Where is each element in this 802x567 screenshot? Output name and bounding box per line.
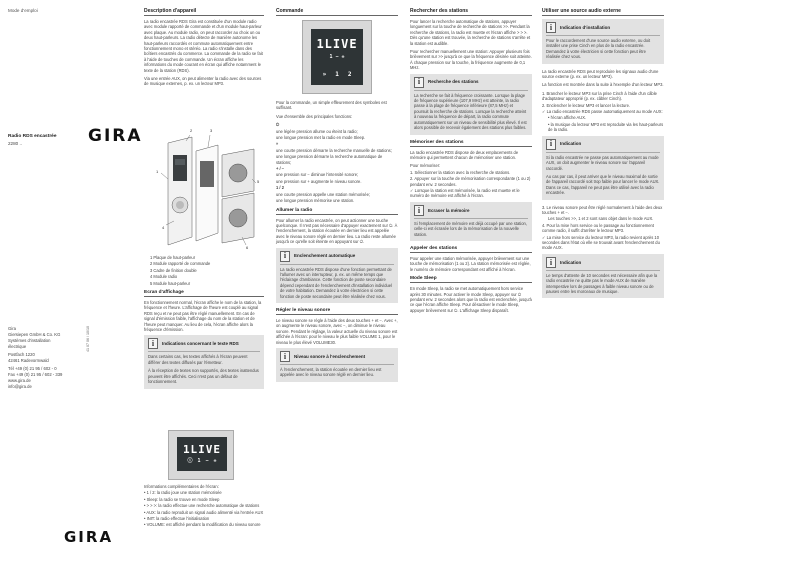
minus-icon: −: [205, 458, 209, 464]
startup-volume-text: À l'enclenchement, la station écoutée en dernier lieu est appelée avec le niveau sonore réglé en dernier lieu.: [280, 367, 382, 378]
auto-on-text: La radio encastrée RDS dispose d'une fonction permettant de l'allumer avec un interrupteur, p. ex. un même temps que l'éclairage d'ambiance. Cette fonction de poste secondaire dépend cependant de l'enclenchement d'installation individuel de votre habitation. Demandez à votre électricien si cette fonction de poste secondaire peut être réalisée chez vous.: [280, 266, 392, 299]
overwrite-title: Ecraser la mémoire: [428, 207, 470, 213]
callout-number: 3: [210, 128, 213, 133]
install-note-box: [542, 19, 664, 64]
search-note-text: La recherche se fait à fréquence croissante. Lorsque la plage de fréquence supérieure (107,9 MHz) est atteinte, la radio passe à la plage de fréquence inférieure (87,5 MHz) et poursuit la recherche de stations. Lorsque la recherche atteint à nouveau la fréquence de départ, la radio commute automatiquement sur un niveau de sensibilité plus élevé. Il est alors possible de recevoir également des stations plus faibles.: [414, 92, 527, 131]
search-heading: Rechercher des stations: [410, 8, 469, 14]
volume-heading: Régler le niveau sonore: [276, 307, 331, 313]
memory-icon: 1: [197, 458, 201, 464]
step-item: Les touches >>, 1 et 2 sont sans objet dans le mode AUX.: [548, 216, 654, 222]
divider: [542, 15, 664, 16]
function-text: une pression sur + augmente le niveau sonore.: [276, 178, 362, 184]
doc-type-label: Mode d'emploi: [8, 8, 38, 13]
legend-item: 3 Cadre de finition double: [150, 267, 197, 273]
product-name: Radio RDS encastrée: [8, 134, 57, 139]
screen-text: En fonctionnement normal, l'écran affiche le nom de la station, la fréquence et l'heure. L'affichage de l'heure est couplé au signal RDS reçu et ne peut pas être réglé manuellement. En cas de signal d'émission faible, l'affichage du nom de la station et de l'heure peut manquer. Au lieu de cela, l'écran affiche alors la fréquence d'émission.: [144, 300, 262, 333]
callout-number: 4: [162, 225, 165, 230]
key-row: [323, 72, 352, 77]
install-note-text: Pour le raccordement d'une source audio externe, ou doit installer une prise Cinch en plus de la radio encastrée. Demandez à votre électricien si cette fonction peut être réalisée chez vous.: [546, 38, 651, 60]
plus-icon: +: [213, 458, 217, 464]
lcd-station-text: 1LIVE: [182, 443, 222, 456]
rds-note-title: Indications concernant le texte RDS: [162, 341, 239, 347]
callout-number: 5: [257, 179, 260, 184]
address-line: Postfach 1220: [8, 352, 35, 357]
step-item: • l'écran affiche AUX.: [548, 115, 587, 121]
info-icon: i: [280, 251, 290, 262]
exploded-device-diagram: [156, 128, 261, 253]
address-line: Giersiepen GmbH & Co. KG: [8, 332, 61, 337]
step-item: ✓ La mise hors service du lecteur MP3, la radio revient après 10 secondes dans l'état où elle se trouvait avant l'enclenchement du mode AUX.: [542, 234, 660, 251]
info-icon: i: [414, 205, 424, 216]
legend-item: 5 Module haut-parleur: [150, 280, 191, 286]
search-note-box: [410, 74, 532, 135]
auto-on-box: [276, 248, 398, 303]
step-item: 1. Brancher le lecteur MP3 sur la prise Cinch à l'aide d'un câble d'adaptateur approprié (p. ex. câbler Cinch).: [542, 90, 657, 102]
divider: [276, 314, 398, 315]
extra-info-item: • AUX: la radio reproduit un signal audio alimenté via l'entrée AUX: [144, 509, 264, 515]
info-icon: i: [546, 22, 556, 33]
legend-item: 4 Module radio: [150, 274, 178, 280]
recall-text: Pour appeler une station mémorisée, appuyer brièvement sur une touche de mémorisation (1 ou 2). La station mémorisée est réglée, le numéro de mémoire correspondant est affiché à l'écran.: [410, 255, 531, 272]
extra-info-item: • VOLUME: est affiché pendant la modification du niveau sonore: [144, 522, 261, 528]
lcd-screen: [177, 437, 227, 471]
step-item: 3. Le niveau sonore peut être réglé normalement à l'aide des deux touches + et −.: [542, 204, 663, 215]
extra-info-item: • 1 / 2: la radio joue une station mémorisée: [144, 490, 222, 496]
lcd-station-text: 1LIVE: [316, 37, 358, 51]
screen-heading: Ecran d'affichage: [144, 290, 184, 296]
email-link[interactable]: info@gira.de: [8, 384, 32, 389]
document-code: 41 07 06 / 10/10: [86, 326, 90, 352]
divider: [410, 252, 532, 253]
external-steps: [542, 91, 664, 133]
divider: [144, 15, 264, 16]
function-symbol: ⏻: [276, 122, 280, 128]
control-panel-illustration: [302, 20, 372, 94]
step-item: 2. Appuyer sur la touche de mémorisation correspondante (1 ou 2) pendant env. 2 secondes.: [410, 176, 531, 187]
function-text: une longue pression mémorise une station.: [276, 198, 355, 204]
lcd-sub-row: 1 − +: [329, 54, 345, 60]
divider: [144, 296, 264, 297]
search-text: Pour lancer la recherche automatique de stations, appuyer longuement sur la touche de recherche de stations >>. Pendant la recherche de stations, la radio est muette et l'écran affiche > > >. Dès qu'une station est trouvée, la recherche de stations s'arrête et la station est audible.: [410, 19, 531, 46]
callout-number: 2: [190, 128, 193, 133]
address-line: Fax +49 (0) 21 95 / 602 - 339: [8, 372, 63, 377]
lcd-icon-row: [187, 458, 216, 465]
function-text: une longue pression démarre la recherche automatique de stations;: [276, 154, 383, 165]
startup-volume-title: Niveau sonore à l'enclenchement: [294, 353, 366, 359]
aux-note-box: [542, 136, 664, 200]
startup-volume-box: [276, 348, 398, 382]
description-heading: Description d'appareil: [144, 8, 197, 14]
display-illustration: [168, 430, 234, 480]
wait-note-title: Indication: [560, 259, 582, 265]
external-heading: Utiliser une source audio externe: [542, 8, 621, 14]
rds-note-text: À la réception de textes non supportés, des textes inattendus peuvent être affichés. Ceci n'est pas un défaut de fonctionnement.: [148, 368, 259, 385]
extra-info-title: Informations complémentaires de l'écran:: [144, 484, 219, 489]
callout-number: 6: [246, 245, 249, 250]
step-item: ✓ Lorsque la station est mémorisée, la radio est muette et le numéro de mémoire est affiché à l'écran.: [410, 187, 520, 199]
address-line: Gira: [8, 326, 16, 331]
overwrite-text: Si l'emplacement de mémoire est déjà occupé par une station, celle-ci est écrasée lors de la mémorisation de la nouvelle station.: [414, 220, 527, 237]
divider: [276, 214, 398, 215]
device-illustration: [156, 133, 261, 253]
memorize-text: La radio encastrée RDS dispose de deux emplacements de mémoire qui permettent chacun de mémoriser une station.: [410, 149, 519, 160]
memorize-intro: Pour mémoriser:: [410, 163, 441, 169]
function-text: une pression sur − diminue l'intensité sonore;: [276, 172, 359, 178]
step-item: 2. Enclencher le lecteur MP3 et lancer la lecture.: [542, 102, 631, 108]
divider: [276, 15, 398, 16]
wait-note-text: Le temps d'attente de 10 secondes est nécessaire afin que la radio encastrée ne quitte pas le mode AUX de manière intempestive lors de passages à faible niveau sonore ou de pauses entre les morceaux de musique.: [546, 272, 658, 294]
extra-info-item: • > > >: la radio effectue une recherche automatique de stations: [144, 503, 260, 509]
cover-column: [8, 8, 113, 558]
extra-info-item: • Sleep: la radio se trouve en mode Sleep: [144, 496, 220, 502]
aux-note-text: Si la radio encastrée ne passe pas automatiquement au mode AUX, on doit augmenter le niveau sonore sur l'appareil raccordé.: [546, 154, 659, 171]
divider: [410, 146, 532, 147]
column-operation: [276, 8, 398, 387]
function-list: [276, 122, 398, 203]
memory-2-key[interactable]: 2: [347, 71, 352, 79]
sleep-heading: Mode Sleep: [410, 276, 437, 282]
step-item: 4. Pour la mise hors service ou le passage au fonctionnement comme radio, il suffit d'arrêter le lecteur MP3.: [542, 222, 654, 234]
info-icon: i: [546, 139, 556, 150]
operation-intro-2: Vue d'ensemble des principales fonctions:: [276, 113, 353, 119]
address-line: 42461 Radevormwald: [8, 358, 49, 363]
function-text: une courte pression appelle une station mémorisée;: [276, 191, 370, 197]
extra-info-list: [144, 490, 264, 527]
gira-logo-bottom: GIRA: [64, 528, 114, 546]
memory-1-key[interactable]: 1: [335, 71, 339, 79]
memorize-steps: [410, 170, 532, 199]
gira-logo-top: GIRA: [88, 126, 143, 146]
address-line: Systèmes d'installation: [8, 338, 51, 343]
column-description: [64, 8, 264, 558]
function-symbol: »: [276, 141, 279, 147]
external-steps-2: [542, 205, 664, 251]
callout-number: 1: [156, 169, 159, 174]
external-text: La radio encastrée RDS peut reproduire les signaux audio d'une source externe (p. ex. un lecteur MP3).: [542, 68, 659, 80]
column-external-source: [542, 8, 664, 303]
auto-on-title: Enclenchement automatique: [294, 253, 356, 259]
extra-info-item: • INIT: la radio effectue l'initialisation: [144, 516, 210, 522]
description-text: La radio encastrée RDS Gira est constituée d'un module radio avec module rapporté de commande et d'un module haut-parleur avec plaque. Au module radio, on peut raccorder au choix un ou deux haut-parleurs. La radio détecte de manière autonome les haut-parleurs raccordés et commute automatiquement entre fonctionnement mono et stéréo. La radio s'installe dans des boîtiers encastrés du commerce. La commande de la radio se fait à l'aide de touches de commande. Un écran affiche les informations du mode courant en écran qui affiche notamment le texte de la station (RDS).: [144, 19, 263, 73]
function-symbol: 1 / 2: [276, 185, 284, 191]
website-link[interactable]: www.gira.de: [8, 378, 31, 383]
info-icon: i: [414, 77, 424, 88]
rds-note-text: Dans certains cas, les textes affichés à l'écran peuvent différer des textes diffusés par l'émetteur.: [148, 354, 248, 365]
aux-note-title: Indication: [560, 141, 582, 147]
search-key[interactable]: »: [322, 71, 327, 79]
power-on-heading: Allumer la radio: [276, 207, 313, 213]
manual-search-text: Pour rechercher manuellement une station: Appuyer plusieurs fois brièvement sur >> jusqu'à ce que la fréquence désirée soit atteinte. À chaque pression sur la touche, la fréquence augmente de 0,1 MHz.: [410, 49, 532, 71]
company-address: [8, 326, 62, 390]
install-note-title: Indication d'installation: [560, 24, 611, 30]
operation-intro: Pour la commande, un simple effleurement des symboles est suffisant.: [276, 100, 387, 111]
lcd-screen: [311, 29, 363, 85]
wait-note-box: [542, 254, 664, 299]
divider: [410, 15, 532, 16]
recall-heading: Appeler des stations: [410, 245, 458, 251]
legend-item: 2 Module rapporté de commande: [150, 261, 211, 267]
power-on-text: Pour allumer la radio encastrée, on peut actionner une touche quelconque. Il n'est pas nécessaire d'appuyer exactement sur ⏻. À l'enclenchement, la station écoutée en dernier lieu est appelée avec le niveau sonore réglé en dernier lieu. La radio reste allumée jusqu'à ce qu'elle soit éteinte en appuyant sur ⏻.: [276, 217, 398, 245]
aux-note-text: Au cas par cas, il peut arriver que le niveau maximal de sortie de l'appareil raccordé soit trop faible pour lancer le mode AUX. Dans ce cas, l'appareil ne peut pas être utilisé avec la radio encastrée.: [546, 173, 660, 196]
info-icon: i: [280, 351, 290, 362]
search-note-title: Recherche des stations: [428, 79, 479, 85]
legend-item: 1 Plaque de haut-parleur: [150, 255, 196, 260]
info-icon: i: [546, 257, 556, 268]
column-stations: [410, 8, 532, 316]
step-item: ✓ La radio encastrée RDS passe automatiquement au mode AUX:: [542, 109, 663, 115]
memorize-heading: Mémoriser des stations: [410, 139, 464, 145]
function-symbol: + / −: [276, 166, 285, 172]
divider: [410, 282, 532, 283]
address-line: Tél +49 (0) 21 95 / 602 - 0: [8, 366, 57, 371]
sleep-text: En mode Sleep, la radio se met automatiquement hors service après 30 minutes. Pour activer le mode Sleep, appuyer sur ⏻ pendant env. 2 secondes alors que la radio est enclenchée, jusqu'à ce que l'écran affiche Sleep. Pour désactiver le mode Sleep, appuyer brièvement sur ⏻. L'affichage Sleep disparaît.: [410, 286, 532, 313]
volume-text: Le niveau sonore se règle à l'aide des deux touches + et −. Avec +, on augmente le niveau sonore, avec −, on diminue le niveau sonore. Pendant le réglage, la valeur actuelle du niveau sonore est affichée à l'écran: pour le niveau le plus faible VOLUME 1, pour le niveau le plus élevé VOLUME30.: [276, 317, 398, 345]
address-line: électrique: [8, 344, 27, 349]
diagram-legend: [150, 255, 264, 286]
operation-heading: Commande: [276, 8, 304, 14]
info-icon: i: [148, 338, 158, 349]
product-number: 2280 ..: [8, 141, 23, 146]
step-item: 1. Sélectionner la station avec la recherche de stations.: [410, 169, 511, 175]
function-text: une légère pression allume ou éteint la radio;: [276, 128, 358, 134]
step-item: • la musique du lecteur MP3 est reproduite via les haut-parleurs de la radio.: [548, 121, 664, 133]
rds-note-box: [144, 335, 264, 388]
function-text: une courte pression démarre la recherche manuelle de stations;: [276, 147, 392, 153]
description-text-aux: Via une entrée AUX, on peut alimenter la radio avec des sources de musique externes, p. ex. un lecteur MP3.: [144, 76, 262, 87]
power-icon: ⓘ: [187, 458, 193, 464]
external-text-2: La fonction est montrée dans la suite à l'exemple d'un lecteur MP3.: [542, 82, 664, 88]
function-text: une longue pression met la radio en mode Sleep.: [276, 135, 366, 141]
overwrite-box: [410, 202, 532, 241]
